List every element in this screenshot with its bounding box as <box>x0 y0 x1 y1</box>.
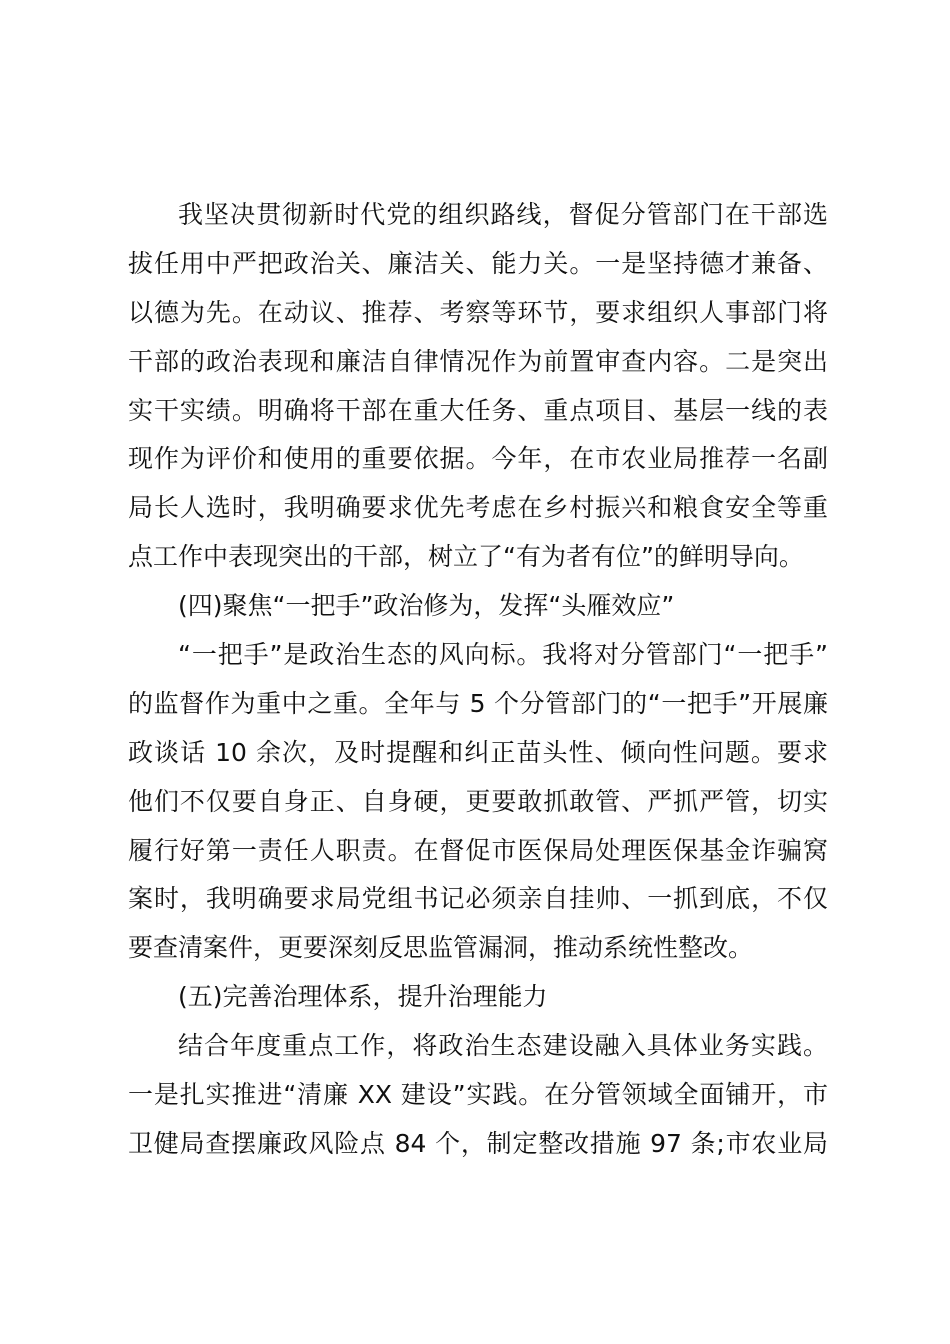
section-heading-5 <box>128 973 828 1022</box>
text-line: 履行好第一责任人职责。在督促市医保局处理医保基金诈骗窝 <box>128 835 828 865</box>
paragraph-top-leader-supervision <box>128 631 828 973</box>
text-line: “一把手”是政治生态的风向标。我将对分管部门“一把手” <box>178 640 828 670</box>
text-line: 要查清案件，更要深刻反思监管漏洞，推动系统性整改。 <box>128 933 754 963</box>
text-line: 政谈话 10 余次，及时提醒和纠正苗头性、倾向性问题。要求 <box>128 737 828 767</box>
text-line: 案时，我明确要求局党组书记必须亲自挂帅、一抓到底，不仅 <box>128 884 828 914</box>
document-body <box>128 191 828 1169</box>
heading-text: (四)聚焦“一把手”政治修为，发挥“头雁效应” <box>178 591 675 621</box>
text-line: 现作为评价和使用的重要依据。今年，在市农业局推荐一名副 <box>128 444 828 474</box>
text-line: 卫健局查摆廉政风险点 84 个，制定整改措施 97 条;市农业局 <box>128 1128 828 1158</box>
text-line: 一是扎实推进“清廉 XX 建设”实践。在分管领域全面铺开，市 <box>128 1080 828 1110</box>
paragraph-governance-system <box>128 1022 828 1169</box>
section-heading-4 <box>128 582 828 631</box>
text-line: 拔任用中严把政治关、廉洁关、能力关。一是坚持德才兼备、 <box>128 248 828 278</box>
text-line: 实干实绩。明确将干部在重大任务、重点项目、基层一线的表 <box>128 395 828 425</box>
text-line: 点工作中表现突出的干部，树立了“有为者有位”的鲜明导向。 <box>128 542 804 572</box>
text-line: 干部的政治表现和廉洁自律情况作为前置审查内容。二是突出 <box>128 346 828 376</box>
text-line: 结合年度重点工作，将政治生态建设融入具体业务实践。 <box>178 1031 828 1061</box>
heading-text: (五)完善治理体系，提升治理能力 <box>178 982 548 1012</box>
text-line: 我坚决贯彻新时代党的组织路线，督促分管部门在干部选 <box>178 200 828 229</box>
text-line: 他们不仅要自身正、自身硬，更要敢抓敢管、严抓严管，切实 <box>128 786 828 816</box>
paragraph-cadre-selection <box>128 191 828 582</box>
text-line: 以德为先。在动议、推荐、考察等环节，要求组织人事部门将 <box>128 297 828 327</box>
text-line: 的监督作为重中之重。全年与 5 个分管部门的“一把手”开展廉 <box>128 688 828 718</box>
text-line: 局长人选时，我明确要求优先考虑在乡村振兴和粮食安全等重 <box>128 493 828 523</box>
